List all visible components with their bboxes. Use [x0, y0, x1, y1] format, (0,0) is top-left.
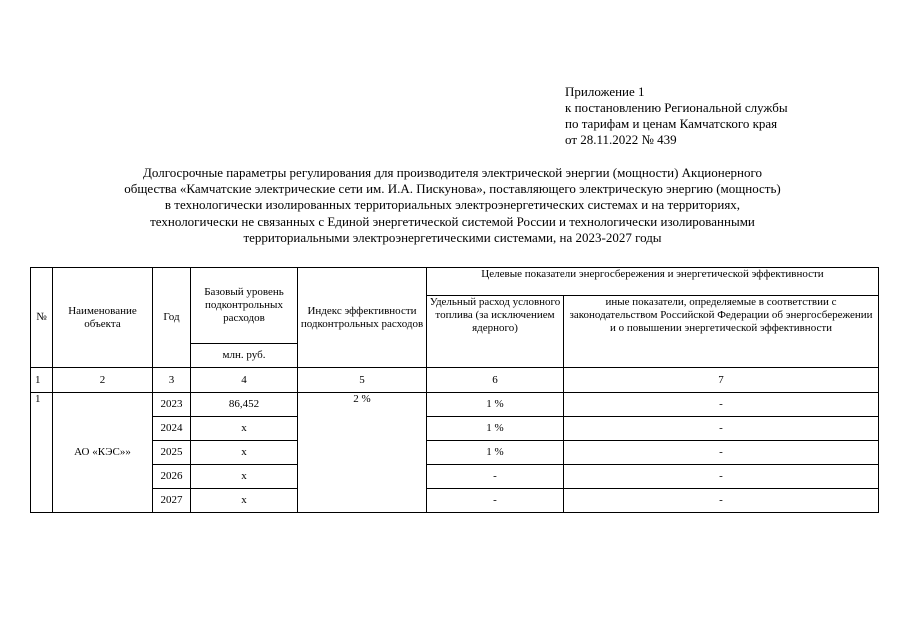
other-cell: - [564, 417, 879, 441]
header-year: Год [153, 268, 191, 368]
column-number: 7 [564, 368, 879, 393]
year-cell: 2025 [153, 441, 191, 465]
table-row [31, 393, 879, 417]
header-other-indicators: иные показатели, определяемые в соответствии с законодательством Российской Федерации об энергосбережении и о повышении энергетической эффективности [564, 296, 879, 368]
title-line: технологически не связанных с Единой энергетической системой России и технологически изолированными [150, 213, 755, 229]
header-targets: Целевые показатели энергосбережения и энергетической эффективности [427, 268, 879, 296]
appendix-line: по тарифам и ценам Камчатского края [565, 116, 778, 131]
header-fuel-consumption: Удельный расход условного топлива (за исключением ядерного) [427, 296, 564, 368]
fuel-cell: 1 % [427, 393, 564, 417]
header-base-level: Базовый уровень подконтрольных расходов [191, 268, 298, 344]
parameters-table [30, 267, 879, 513]
column-number: 1 [31, 368, 53, 393]
header-base-unit: млн. руб. [191, 344, 298, 368]
fuel-cell: 1 % [427, 441, 564, 465]
year-cell: 2024 [153, 417, 191, 441]
table-row [31, 489, 879, 513]
header-num: № [31, 268, 53, 368]
header-efficiency-index: Индекс эффективности подконтрольных расходов [298, 268, 427, 368]
header-object: Наименование объекта [53, 268, 153, 368]
column-number: 2 [53, 368, 153, 393]
table-row [31, 441, 879, 465]
base-level-cell: х [191, 417, 298, 441]
fuel-cell: - [427, 465, 564, 489]
header-row [31, 268, 879, 296]
title-line: территориальными электроэнергетическими системами, на 2023-2027 годы [243, 229, 662, 245]
base-level-cell: х [191, 489, 298, 513]
year-cell: 2026 [153, 465, 191, 489]
column-number: 6 [427, 368, 564, 393]
year-cell: 2023 [153, 393, 191, 417]
fuel-cell: 1 % [427, 417, 564, 441]
column-numbers-row [31, 368, 879, 393]
object-name: АО «КЭС»» [53, 393, 153, 513]
year-cell: 2027 [153, 489, 191, 513]
efficiency-index-cell: 2 % [298, 393, 427, 513]
fuel-cell: - [427, 489, 564, 513]
appendix-line: к постановлению Региональной службы [565, 100, 788, 115]
table-row [31, 417, 879, 441]
title-line: общества «Камчатские электрические сети им. И.А. Пискунова», поставляющего электрическую энергию (мощность) [124, 181, 781, 197]
base-level-cell: х [191, 441, 298, 465]
column-number: 3 [153, 368, 191, 393]
appendix-header [565, 84, 895, 148]
appendix-line: от 28.11.2022 № 439 [565, 132, 677, 147]
title-line: в технологически изолированных территориальных электроэнергетических системах и на территориях, [164, 197, 741, 213]
appendix-line: Приложение 1 [565, 84, 645, 99]
column-number: 4 [191, 368, 298, 393]
base-level-cell: х [191, 465, 298, 489]
column-number: 5 [298, 368, 427, 393]
other-cell: - [564, 441, 879, 465]
table-row [31, 465, 879, 489]
base-level-cell: 86,452 [191, 393, 298, 417]
row-number: 1 [31, 393, 53, 513]
other-cell: - [564, 465, 879, 489]
document-title [50, 165, 855, 246]
other-cell: - [564, 393, 879, 417]
title-line: Долгосрочные параметры регулирования для производителя электрической энергии (мощности) Акционерного [143, 165, 762, 180]
other-cell: - [564, 489, 879, 513]
